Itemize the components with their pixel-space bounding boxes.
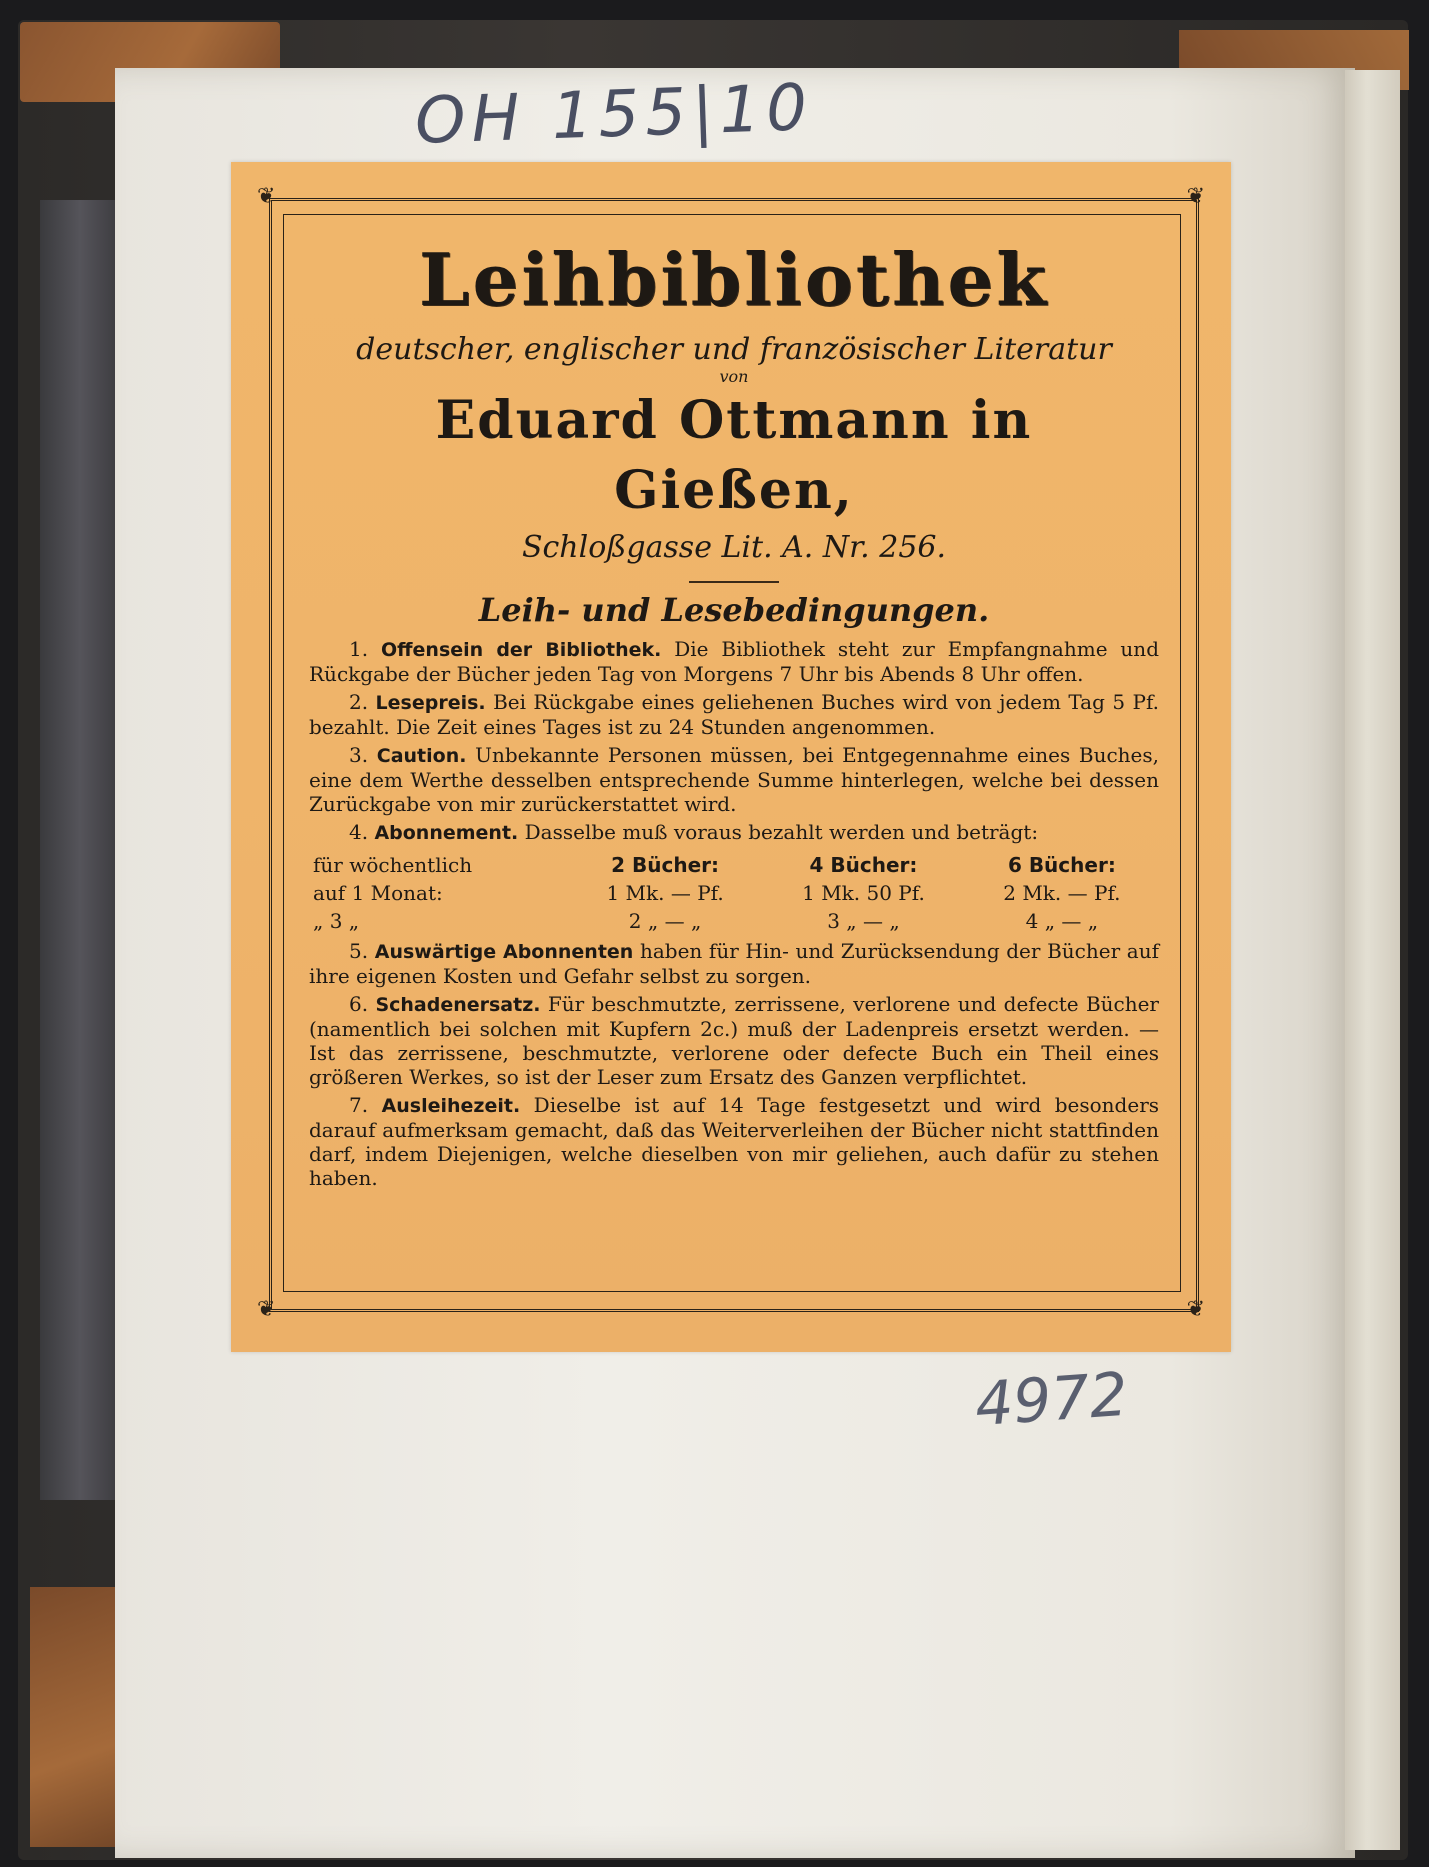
table-cell: 4 „ — „	[1025, 909, 1099, 933]
condition-number: 3.	[349, 743, 369, 767]
condition-item	[309, 743, 1159, 816]
label-content	[309, 232, 1159, 1194]
conditions-list	[309, 637, 1159, 1190]
subscription-table	[309, 851, 1159, 935]
condition-item	[309, 690, 1159, 739]
condition-text: Bei Rückgabe eines geliehenen Buches wird von jedem Tag 5 Pf. bezahlt. Die Zeit eines Tages ist zu 24 Stunden angenommen.	[309, 690, 1159, 739]
accession-number-annotation: 4972	[972, 1359, 1130, 1441]
condition-heading: Ausleihezeit.	[381, 1095, 521, 1117]
cover-edge-left	[40, 200, 120, 1500]
divider	[689, 581, 779, 583]
table-cell: 3 „ — „	[827, 909, 900, 933]
condition-heading: Caution.	[376, 745, 467, 767]
condition-number: 4.	[349, 820, 369, 844]
table-row-label-header: für wöchentlich	[313, 853, 473, 877]
label-address: Schloßgasse Lit. A. Nr. 256.	[521, 530, 947, 565]
library-label	[231, 162, 1231, 1352]
condition-number: 7.	[349, 1093, 369, 1117]
page-gutter	[1345, 70, 1400, 1850]
corner-ornament-icon: ❦	[1186, 184, 1205, 209]
condition-heading: Auswärtige Abonnenten	[374, 941, 634, 963]
corner-ornament-icon: ❦	[257, 184, 276, 209]
table-row-label: auf 1 Monat:	[313, 881, 443, 905]
condition-text: Dasselbe muß voraus bezahlt werden und beträgt:	[524, 820, 1039, 844]
condition-text: Die Bibliothek steht zur Empfangnahme und Rückgabe der Bücher jeden Tag von Morgens 7 Uhr bis Abends 8 Uhr offen.	[309, 637, 1159, 686]
label-owner: Eduard Ottmann in Gießen,	[435, 390, 1033, 521]
condition-heading: Offensein der Bibliothek.	[380, 639, 662, 661]
table-header-row	[309, 851, 1159, 879]
condition-number: 5.	[349, 939, 369, 963]
condition-text: Für beschmutzte, zerrissene, verlorene und defecte Bücher (namentlich bei solchen mit Kupfern 2c.) muß der Ladenpreis ersetzt werden. — Ist das zerrissene, beschmutzte, verlorene oder defecte Buch ein Theil eines größeren Werkes, so ist der Leser zum Ersatz des Ganzen verpflichtet.	[309, 992, 1159, 1089]
corner-ornament-icon: ❦	[257, 1297, 276, 1322]
label-von: von	[719, 367, 749, 386]
table-row	[309, 907, 1159, 935]
condition-text: Dieselbe ist auf 14 Tage festgesetzt und wird besonders darauf aufmerksam gemacht, daß das Weiterverleihen der Bücher nicht stattfinden darf, indem Diejenigen, welche dieselben von mir geliehen, auch dafür zu stehen haben.	[309, 1093, 1160, 1190]
shelfmark-annotation: OH 155|10	[413, 71, 815, 159]
condition-heading: Lesepreis.	[375, 692, 486, 714]
corner-ornament-icon: ❦	[1186, 1297, 1205, 1322]
table-cell: 1 Mk. 50 Pf.	[802, 881, 925, 905]
condition-item	[309, 939, 1159, 988]
conditions-heading: Leih- und Lesebedingungen.	[478, 591, 990, 629]
table-cell: 2 Mk. — Pf.	[1003, 881, 1121, 905]
condition-text: haben für Hin- und Zurücksendung der Bücher auf ihre eigenen Kosten und Gefahr selbst zu sorgen.	[309, 939, 1159, 988]
table-row-label: „ 3 „	[313, 909, 360, 933]
condition-heading: Abonnement.	[374, 822, 519, 844]
table-cell: 2 „ — „	[628, 909, 702, 933]
label-title: Leihbibliothek	[418, 237, 1050, 322]
condition-text: Unbekannte Personen müssen, bei Entgegennahme eines Buches, eine dem Werthe desselben entsprechende Summe hinterlegen, welche bei dessen Zurückgabe von mir zurückerstattet wird.	[309, 743, 1160, 816]
condition-number: 6.	[349, 992, 369, 1016]
condition-number: 1.	[349, 637, 369, 661]
label-subtitle: deutscher, englischer und französischer Literatur	[356, 332, 1112, 367]
table-column-header: 6 Bücher:	[1007, 853, 1116, 877]
table-column-header: 4 Bücher:	[809, 853, 918, 877]
condition-item	[309, 992, 1159, 1089]
table-row	[309, 879, 1159, 907]
condition-number: 2.	[349, 690, 369, 714]
table-column-header: 2 Bücher:	[611, 853, 720, 877]
condition-item	[309, 637, 1159, 686]
condition-heading: Schadenersatz.	[375, 994, 541, 1016]
table-cell: 1 Mk. — Pf.	[606, 881, 724, 905]
condition-item	[309, 1093, 1159, 1190]
condition-item	[309, 820, 1159, 845]
